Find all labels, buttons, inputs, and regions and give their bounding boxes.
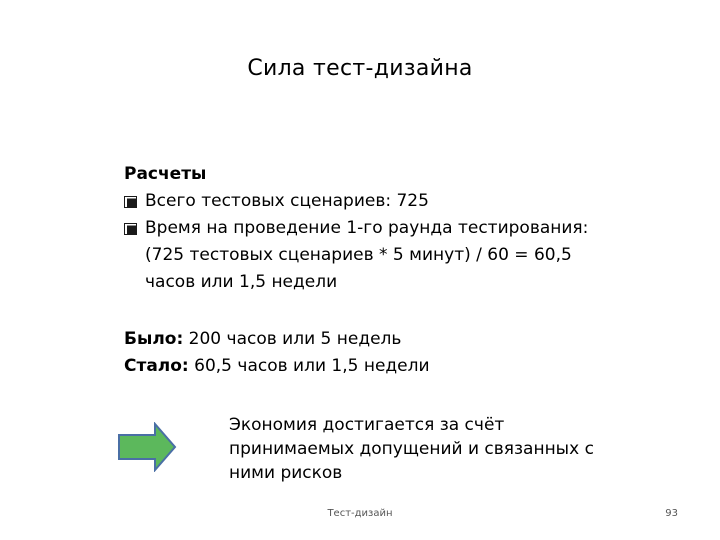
footer-title: Тест-дизайн <box>327 508 393 519</box>
comparison-before <box>124 326 624 353</box>
bullet-item <box>124 215 624 296</box>
after-label: Стало: <box>124 356 189 376</box>
before-label: Было: <box>124 329 184 349</box>
right-arrow-icon <box>117 422 177 472</box>
checkbox-square-icon <box>124 196 137 208</box>
page-number: 93 <box>665 508 678 519</box>
before-value: 200 часов или 5 недель <box>183 329 402 349</box>
comparison-block <box>124 326 624 380</box>
bullet-text: Время на проведение 1-го раунда тестирования: (725 тестовых сценариев * 5 минут) / 60 = 60,5 часов или 1,5 недели <box>145 218 589 292</box>
slide-title: Сила тест-дизайна <box>247 56 473 81</box>
bullet-item <box>124 188 624 215</box>
conclusion-text: Экономия достигается за счёт принимаемых допущений и связанных с ними рисков <box>229 415 594 483</box>
bullet-text: Всего тестовых сценариев: 725 <box>145 191 429 211</box>
checkbox-square-icon <box>124 223 137 235</box>
comparison-after <box>124 353 624 380</box>
after-value: 60,5 часов или 1,5 недели <box>188 356 430 376</box>
calculations-heading: Расчеты <box>124 164 207 184</box>
calculations-block <box>124 161 624 296</box>
